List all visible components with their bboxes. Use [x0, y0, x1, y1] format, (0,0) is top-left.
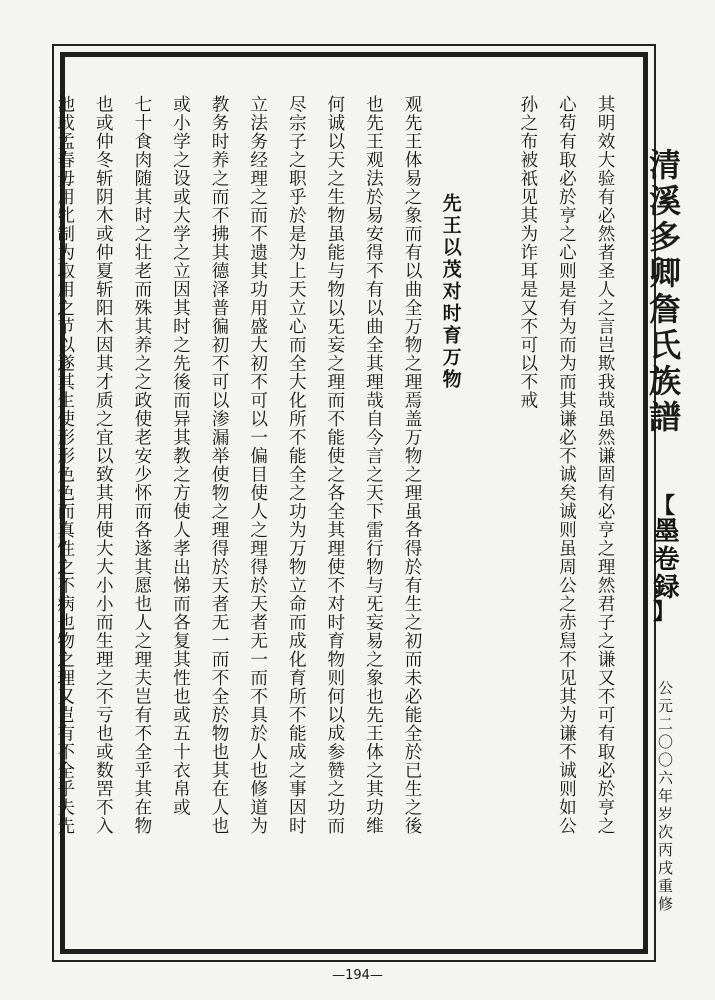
body-column-3: 何诚以天之生物虽能与物以旡妄之理而不能使之各全其理使不对时育物则何以成参赞之功而: [324, 95, 345, 835]
body-column-1: 观先王体易之象而有以曲全万物之理焉盖万物之理虽各得於有生之初而未必能全於已生之後: [402, 95, 423, 835]
body-column-2: 也先王观法於易安得不有以曲全其理哉自今言之天下雷行物与旡妄易之象也先王体之其功维: [363, 95, 384, 835]
bracket-close: 】: [652, 599, 675, 625]
blank-column: [470, 95, 509, 935]
body-column-8: 七十食肉随其时之壮老而殊其养之之政使老安少怀而各遂其愿也人之理夫岂有不全乎其在物: [131, 95, 152, 835]
text-column-3: 孙之布被祇见其为诈耳是又不可以不戒: [517, 95, 538, 410]
body-column-4: 尽宗子之职乎於是为上天立心而全大化所不能全之功为万物立命而成化育所不能成之事因时: [286, 95, 307, 835]
body-column-7: 或小学之设或大学之立因其时之先後而异其教之方使人孝出悌而各复其性也或五十衣帛或: [170, 95, 191, 817]
bracket-open: 【: [652, 493, 675, 519]
text-column-1: 其明效大验有必然者圣人之言岂欺我哉虽然谦固有必亨之理然君子之谦又不可有取必於亨之: [595, 95, 615, 835]
body-column-5: 立法务经理之而不遗其功用盛大初不可以一偏目使人之理得於天者无一而不具於人也修道为: [247, 95, 268, 835]
section-label: [646, 493, 682, 625]
main-text: [54, 95, 624, 935]
section-heading: 先王以茂对时育万物: [439, 193, 462, 391]
text-column-2: 心苟有取必於亨之心则是有为而为而其谦必不诚矣诚则虽周公之赤舃不见其为谦不诚则如公: [556, 95, 577, 835]
page-number: —194—: [332, 968, 383, 983]
genealogy-title: 清溪多卿詹氏族譜: [644, 148, 682, 436]
body-column-6: 教务时养之而不拂其德泽普徧初不可以渗漏举使物之理得於天者无一而不全於物也其在人也: [209, 95, 230, 835]
body-column-9: 也或仲冬斩阴木或仲夏斩阳木因其才质之宜以致其用使大大小小而生理之不亏也或数罟不入: [93, 95, 114, 835]
revision-date: 公元二〇〇六年岁次丙戌重修: [656, 680, 674, 914]
body-column-10: 池或孟春毋用牝制为取用之节以遂其生使形形色色而真性之不病也物之理又岂有不全乎夫先: [54, 95, 75, 835]
section-label-text: 墨卷録: [649, 517, 679, 601]
